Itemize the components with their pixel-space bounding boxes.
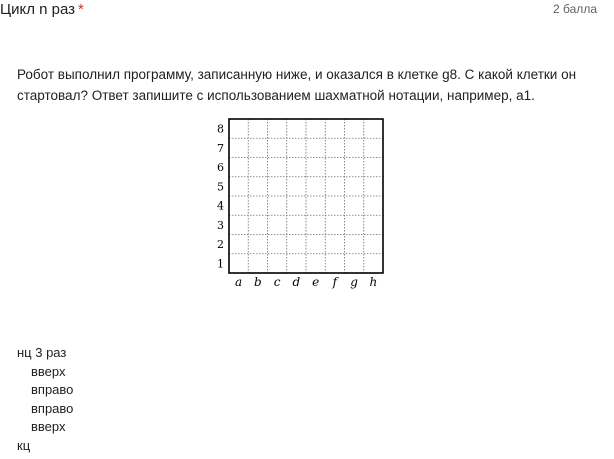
question-title bbox=[0, 0, 84, 20]
program-line: вправо bbox=[31, 382, 74, 398]
points-label: 2 балла bbox=[553, 2, 597, 16]
required-asterisk: * bbox=[78, 1, 84, 18]
column-label: e bbox=[312, 275, 320, 289]
column-label: f bbox=[332, 275, 338, 289]
row-label: 7 bbox=[217, 141, 224, 155]
program-line: нц 3 раз bbox=[17, 345, 67, 360]
row-label: 1 bbox=[217, 257, 224, 271]
program-line: вверх bbox=[31, 363, 66, 379]
question-header bbox=[0, 0, 614, 22]
chess-board bbox=[212, 116, 392, 292]
row-label: 6 bbox=[217, 161, 224, 175]
column-label: c bbox=[273, 275, 281, 289]
column-label: b bbox=[254, 275, 262, 289]
board-border bbox=[229, 119, 383, 273]
row-label: 5 bbox=[217, 180, 224, 194]
program-line: кц bbox=[17, 437, 31, 453]
row-label: 3 bbox=[217, 218, 224, 232]
column-label: a bbox=[235, 275, 243, 289]
column-label: h bbox=[369, 275, 378, 289]
row-label: 2 bbox=[217, 238, 224, 252]
row-label: 8 bbox=[217, 122, 224, 136]
program-line: вверх bbox=[31, 419, 66, 435]
column-label: d bbox=[292, 275, 301, 289]
row-label: 4 bbox=[217, 199, 224, 213]
program-line: вправо bbox=[31, 400, 74, 416]
column-label: g bbox=[350, 275, 358, 289]
chess-board-figure bbox=[212, 116, 392, 292]
robot-program bbox=[17, 344, 73, 456]
question-title-text: Цикл n раз bbox=[0, 1, 76, 18]
question-text: Робот выполнил программу, записанную ниже, и оказался в клетке g8. С какой клетки он стартовал? Ответ запишите с использованием шахматной нотации, например, а1. bbox=[17, 67, 577, 103]
